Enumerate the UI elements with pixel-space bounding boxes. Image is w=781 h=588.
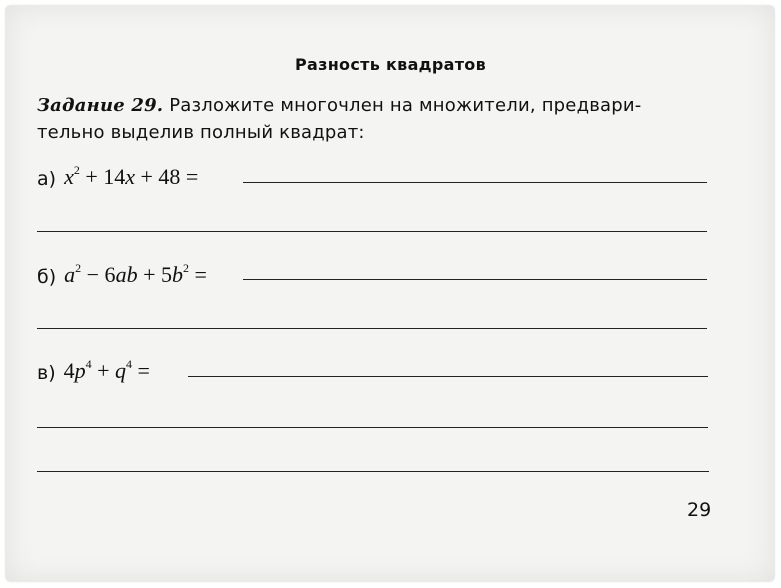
item-b-tail: = <box>188 262 207 287</box>
item-a-exp1: 2 <box>73 162 80 177</box>
answer-line-a-1[interactable] <box>243 182 707 183</box>
page-number: 29 <box>687 499 712 521</box>
item-a-tail: + 48 = <box>135 164 199 189</box>
item-c-exp2: 4 <box>126 356 133 371</box>
item-b-var2: ab <box>115 262 138 287</box>
item-a-mid: + 14 <box>79 164 126 189</box>
item-c-pre: 4 <box>63 358 75 383</box>
answer-line-b-1[interactable] <box>243 279 707 280</box>
item-b-expression <box>64 262 207 288</box>
item-b-base3: b <box>171 262 183 287</box>
item-c-tail: = <box>132 358 150 383</box>
item-b-mid: − 6 <box>81 262 116 287</box>
item-a-var2: x <box>125 164 136 189</box>
item-c-letter: в) <box>37 362 56 384</box>
answer-line-c-3[interactable] <box>37 471 709 472</box>
answer-line-b-2[interactable] <box>37 328 707 329</box>
item-b-exp1: 2 <box>75 260 82 275</box>
item-c-base2: q <box>115 358 127 383</box>
task-statement <box>37 92 717 146</box>
item-c-mid: + <box>91 358 116 383</box>
task-label: Задание 29. <box>37 95 164 116</box>
task-text-line2: тельно выделив полный квадрат: <box>37 122 365 143</box>
item-b-letter: б) <box>37 266 57 288</box>
item-a <box>37 160 198 190</box>
item-b-tail2: + 5 <box>137 262 172 287</box>
answer-line-c-2[interactable] <box>37 427 708 428</box>
task-text-line1: Разложите многочлен на множители, предвари- <box>163 95 642 116</box>
answer-line-a-2[interactable] <box>37 231 707 232</box>
item-b-base1: a <box>64 262 76 287</box>
item-a-expression <box>64 164 198 190</box>
item-c-base1: p <box>74 358 86 383</box>
item-b-exp3: 2 <box>182 260 189 275</box>
item-c <box>37 354 150 384</box>
item-a-letter: а) <box>37 168 57 190</box>
item-b <box>37 258 207 288</box>
item-c-exp1: 4 <box>85 356 92 371</box>
answer-line-c-1[interactable] <box>188 376 708 377</box>
item-a-base1: x <box>64 164 74 189</box>
section-title: Разность квадратов <box>294 55 487 74</box>
item-c-expression <box>64 358 150 384</box>
